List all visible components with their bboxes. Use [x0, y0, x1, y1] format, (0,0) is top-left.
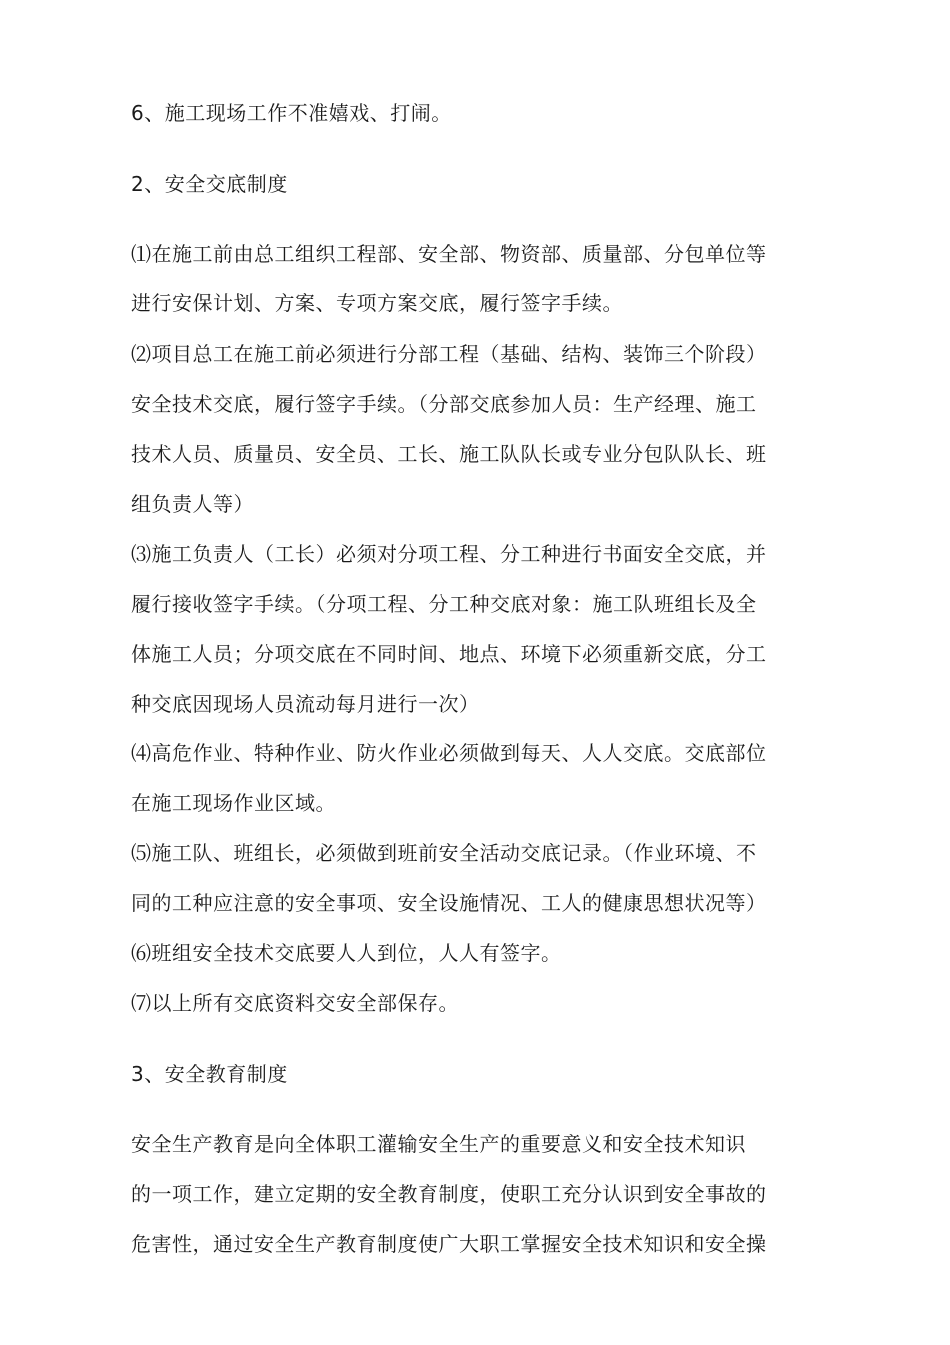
- paragraph-line: 体施工人员；分项交底在不同时间、地点、环境下必须重新交底，分工: [131, 642, 767, 666]
- paragraph-line: 进行安保计划、方案、专项方案交底，履行签字手续。: [131, 291, 623, 315]
- paragraph-line: ⑵项目总工在施工前必须进行分部工程（基础、结构、装饰三个阶段）: [131, 342, 767, 366]
- paragraph-line: 安全生产教育是向全体职工灌输安全生产的重要意义和安全技术知识: [131, 1132, 746, 1156]
- paragraph-line: 技术人员、质量员、安全员、工长、施工队队长或专业分包队队长、班: [131, 442, 767, 466]
- paragraph-line: ⑺以上所有交底资料交安全部保存。: [131, 991, 459, 1015]
- paragraph-line: ⑷高危作业、特种作业、防火作业必须做到每天、人人交底。交底部位: [131, 741, 767, 765]
- paragraph-line: ⑴在施工前由总工组织工程部、安全部、物资部、质量部、分包单位等: [131, 242, 767, 266]
- paragraph-line: 履行接收签字手续。（分项工程、分工种交底对象：施工队班组长及全: [131, 592, 757, 616]
- paragraph-line: 安全技术交底，履行签字手续。（分部交底参加人员：生产经理、施工: [131, 392, 757, 416]
- paragraph-line: ⑶施工负责人（工长）必须对分项工程、分工种进行书面安全交底，并: [131, 542, 767, 566]
- paragraph-line: 的一项工作，建立定期的安全教育制度，使职工充分认识到安全事故的: [131, 1182, 767, 1206]
- paragraph-line: ⑸施工队、班组长，必须做到班前安全活动交底记录。（作业环境、不: [131, 841, 757, 865]
- paragraph-line: 在施工现场作业区域。: [131, 791, 336, 815]
- section-heading-safety-briefing: 2、安全交底制度: [131, 172, 288, 196]
- paragraph-line: 同的工种应注意的安全事项、安全设施情况、工人的健康思想状况等）: [131, 891, 767, 915]
- paragraph-line: 组负责人等）: [131, 492, 254, 516]
- section-heading-safety-education: 3、安全教育制度: [131, 1062, 288, 1086]
- rule-item-6: 6、施工现场工作不准嬉戏、打闹。: [131, 101, 452, 125]
- paragraph-line: 危害性，通过安全生产教育制度使广大职工掌握安全技术知识和安全操: [131, 1232, 767, 1256]
- paragraph-line: ⑹班组安全技术交底要人人到位，人人有签字。: [131, 941, 562, 965]
- paragraph-line: 种交底因现场人员流动每月进行一次）: [131, 692, 480, 716]
